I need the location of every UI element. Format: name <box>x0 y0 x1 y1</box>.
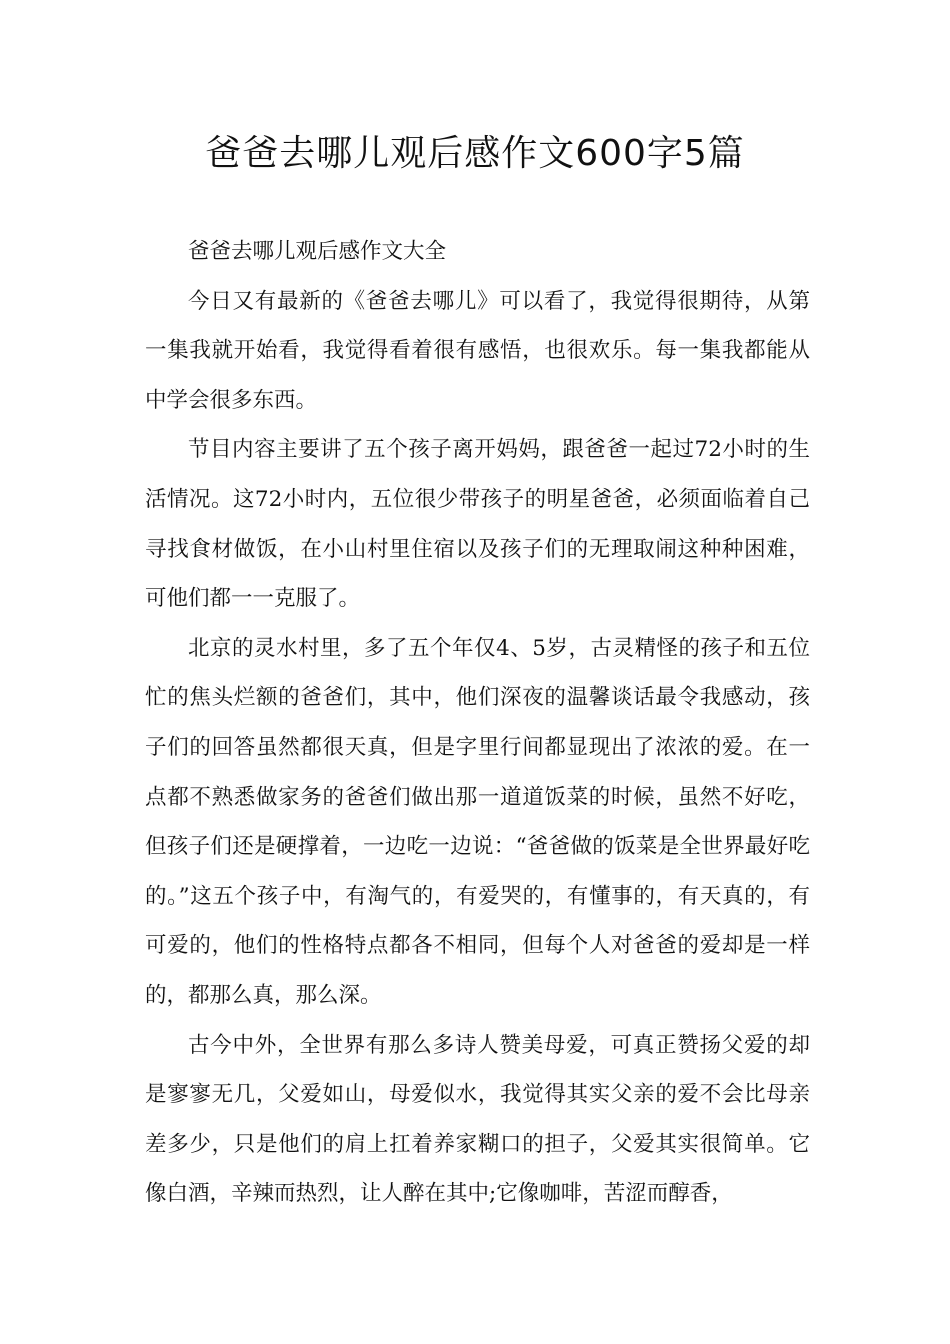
document-body <box>145 227 810 1219</box>
paragraph: 北京的灵水村里，多了五个年仅4、5岁，古灵精怪的孩子和五位忙的焦头烂额的爸爸们，其中，他们深夜的温馨谈话最令我感动，孩子们的回答虽然都很天真，但是字里行间都显现出了浓浓的爱。在一点都不熟悉做家务的爸爸们做出那一道道饭菜的时候，虽然不好吃，但孩子们还是硬撑着，一边吃一边说：“爸爸做的饭菜是全世界最好吃的。”这五个孩子中，有淘气的，有爱哭的，有懂事的，有天真的，有可爱的，他们的性格特点都各不相同，但每个人对爸爸的爱却是一样的，都那么真，那么深。 <box>145 635 810 1008</box>
paragraph-subtitle: 爸爸去哪儿观后感作文大全 <box>188 239 447 264</box>
paragraph: 今日又有最新的《爸爸去哪儿》可以看了，我觉得很期待，从第一集我就开始看，我觉得看着很有感悟，也很欢乐。每一集我都能从中学会很多东西。 <box>145 288 810 413</box>
paragraph: 古今中外，全世界有那么多诗人赞美母爱，可真正赞扬父爱的却是寥寥无几，父爱如山，母爱似水，我觉得其实父亲的爱不会比母亲差多少，只是他们的肩上扛着养家糊口的担子，父爱其实很简单。它像白酒，辛辣而热烈，让人醉在其中;它像咖啡，苦涩而醇香， <box>145 1032 810 1207</box>
document-title: 爸爸去哪儿观后感作文600字5篇 <box>205 133 745 174</box>
paragraph: 节目内容主要讲了五个孩子离开妈妈，跟爸爸一起过72小时的生活情况。这72小时内，五位很少带孩子的明星爸爸，必须面临着自己寻找食材做饭，在小山村里住宿以及孩子们的无理取闹这种种困难，可他们都一一克服了。 <box>145 437 810 612</box>
